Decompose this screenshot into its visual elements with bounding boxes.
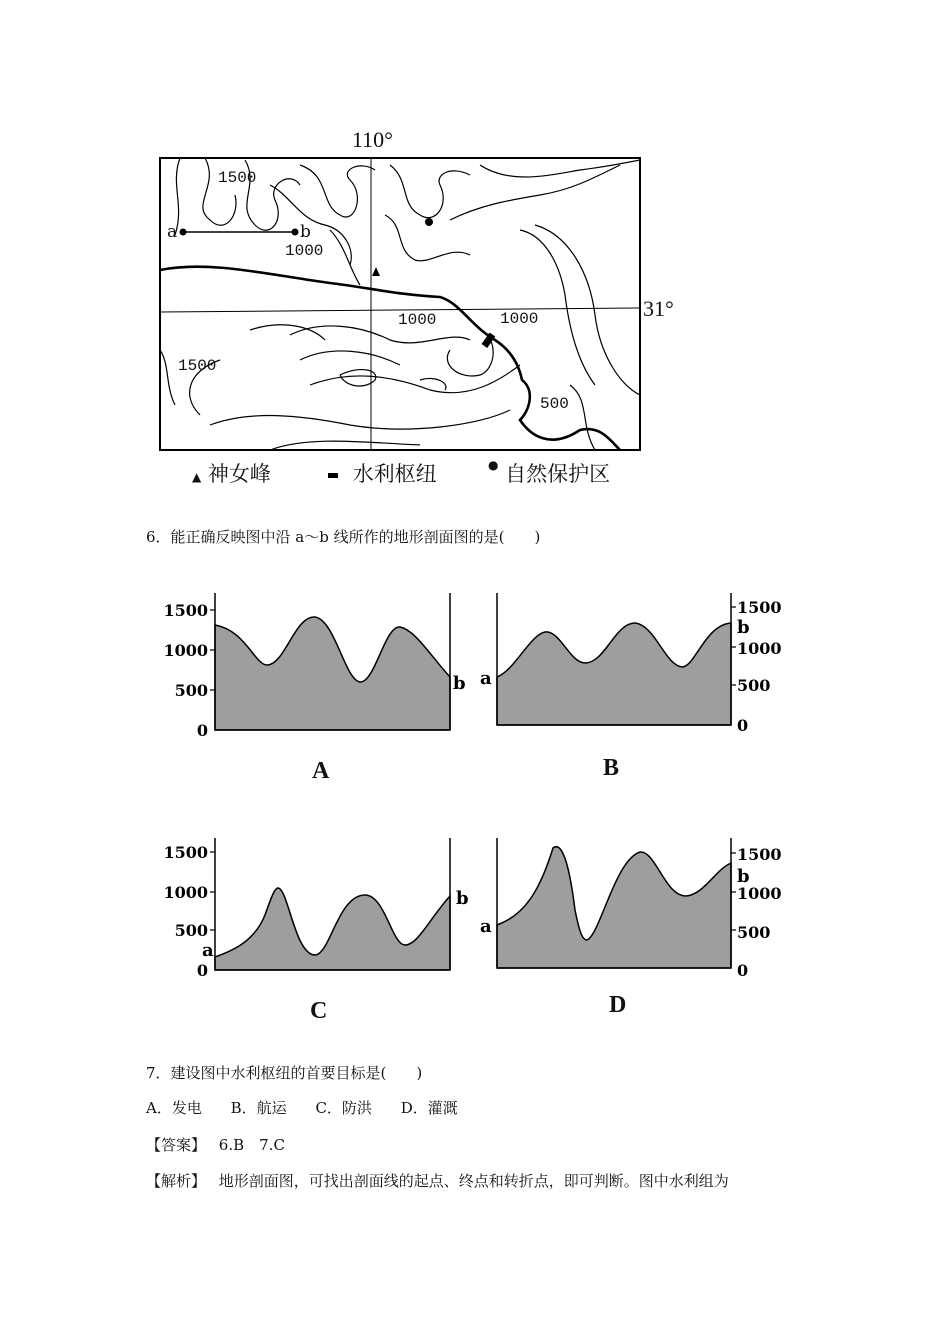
chart-b-letter: B (603, 755, 620, 781)
analysis-label: 【解析】 (146, 1172, 207, 1190)
chart-d-tick-500: 500 (737, 923, 771, 942)
chart-b-tick-1000: 1000 (737, 639, 782, 658)
answer-label: 【答案】 (146, 1136, 207, 1154)
reserve-marker-icon (425, 218, 433, 226)
chart-b-tick-1500: 1500 (737, 598, 782, 617)
analysis-text: 地形剖面图，可找出剖面线的起点、终点和转折点，即可判断。图中水利组为 (218, 1172, 729, 1190)
profile-chart-a (160, 585, 480, 745)
contour-label-1500-left: 1500 (178, 357, 217, 375)
chart-c-start-label: a (202, 940, 214, 961)
chart-a-tick-1000: 1000 (163, 641, 208, 660)
latitude-label: 31° (643, 296, 674, 321)
point-a-label: a (167, 222, 178, 242)
profile-chart-c (160, 830, 480, 990)
chart-d-tick-1000: 1000 (737, 884, 782, 903)
chart-c-tick-1500: 1500 (163, 843, 208, 862)
peak-legend-icon: ▲ (192, 470, 202, 484)
analysis-line (146, 1170, 729, 1191)
chart-b-start-label: a (480, 668, 492, 689)
legend-dam (328, 458, 437, 488)
chart-a-tick-1500: 1500 (163, 601, 208, 620)
reserve-legend-icon: ● (488, 458, 499, 472)
chart-a-letter: A (312, 758, 330, 784)
chart-d-start-label: a (480, 916, 492, 937)
legend-dam-label: 水利枢纽 (352, 462, 437, 486)
question-6: 6．能正确反映图中沿 a～b 线所作的地形剖面图的是( ) (146, 528, 541, 546)
chart-d-tick-0: 0 (737, 961, 749, 980)
option-b: B．航运 (230, 1099, 287, 1117)
chart-b-end-label: b (737, 617, 750, 638)
peak-marker-icon (372, 267, 380, 276)
contour-label-500: 500 (540, 395, 569, 413)
profile-chart-b (475, 585, 795, 745)
chart-d-tick-1500: 1500 (737, 845, 782, 864)
chart-b-tick-500: 500 (737, 676, 771, 695)
contour-label-1500-top: 1500 (218, 169, 257, 187)
chart-c-letter: C (310, 998, 328, 1024)
chart-b-tick-0: 0 (737, 716, 749, 735)
dam-legend-icon (328, 473, 338, 478)
option-c: C．防洪 (315, 1099, 372, 1117)
legend-reserve-label: 自然保护区 (505, 462, 611, 486)
answer-line (146, 1134, 285, 1155)
legend-reserve (488, 458, 610, 488)
contour-label-1000-ab: 1000 (285, 242, 324, 260)
question-7: 7．建设图中水利枢纽的首要目标是( ) (146, 1064, 423, 1082)
chart-c-tick-0: 0 (196, 961, 208, 980)
profile-chart-d (475, 830, 795, 990)
legend-peak (192, 458, 271, 488)
chart-d-end-label: b (737, 866, 750, 887)
chart-c-tick-500: 500 (174, 921, 208, 940)
answer-text: 6.B 7.C (218, 1136, 285, 1154)
longitude-label: 110° (352, 127, 393, 152)
option-a: A．发电 (146, 1099, 202, 1117)
chart-c-tick-1000: 1000 (163, 883, 208, 902)
contour-label-1000-mid: 1000 (398, 311, 437, 329)
question-7-options (146, 1097, 458, 1118)
chart-a-end-label: b (453, 673, 466, 694)
chart-a-tick-500: 500 (174, 681, 208, 700)
contour-label-1000-right: 1000 (500, 310, 539, 328)
chart-d-letter: D (609, 992, 627, 1018)
option-d: D．灌溉 (400, 1099, 458, 1117)
chart-c-end-label: b (456, 888, 469, 909)
chart-a-tick-0: 0 (196, 721, 208, 740)
point-b-label: b (300, 222, 311, 242)
legend-peak-label: 神女峰 (207, 462, 271, 486)
